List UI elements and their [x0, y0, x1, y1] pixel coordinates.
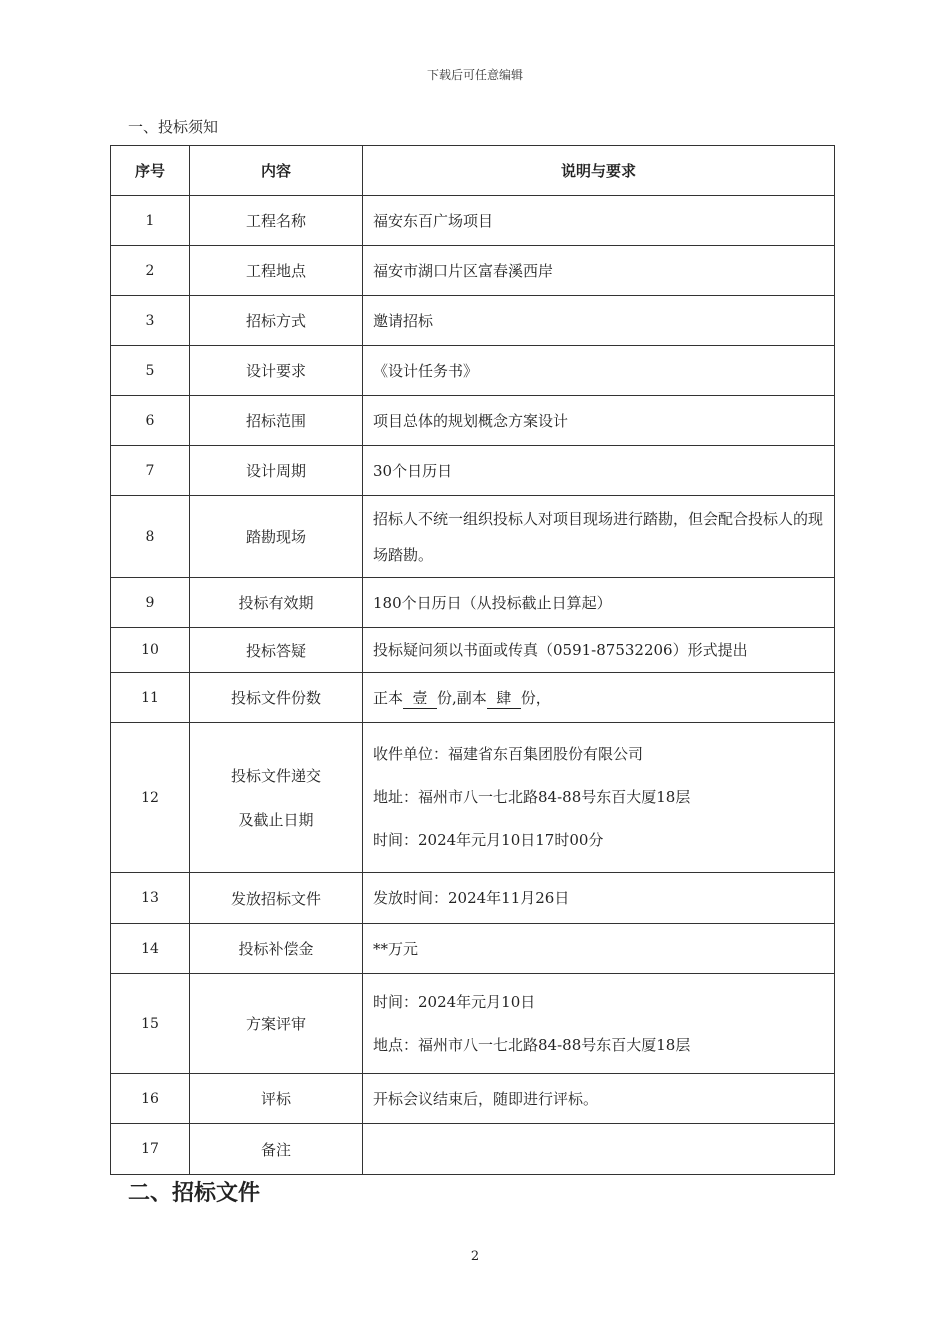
row-desc: 邀请招标: [363, 296, 835, 346]
table-row: [111, 628, 835, 673]
row-item: 设计周期: [190, 446, 363, 496]
row-desc: [363, 1124, 835, 1175]
table-row: [111, 578, 835, 628]
section-title-bidding-notice: 一、投标须知: [128, 118, 219, 136]
row-no: 15: [111, 974, 190, 1074]
page-number: 2: [470, 1249, 480, 1264]
row-desc: 项目总体的规划概念方案设计: [363, 396, 835, 446]
row-desc: 《设计任务书》: [363, 346, 835, 396]
copies-suffix: 份，: [520, 688, 551, 707]
row-no: 17: [111, 1124, 190, 1175]
row-no: 9: [111, 578, 190, 628]
copies-prefix: 正本: [373, 688, 404, 707]
row-item: 备注: [190, 1124, 363, 1175]
table-row: [111, 396, 835, 446]
row-desc-line: 时间：2024年元月10日17时00分: [373, 831, 604, 849]
table-row: [111, 196, 835, 246]
header-desc: 说明与要求: [363, 146, 835, 196]
row-item: 投标答疑: [190, 628, 363, 673]
row-desc: 开标会议结束后，随即进行评标。: [363, 1074, 835, 1124]
row-no: 5: [111, 346, 190, 396]
table-row: [111, 446, 835, 496]
row-desc: 福安市湖口片区富春溪西岸: [363, 246, 835, 296]
row-item-line: 及截止日期: [238, 810, 314, 829]
table-row: [111, 924, 835, 974]
header-item: 内容: [190, 146, 363, 196]
table-row: [111, 496, 835, 578]
row-no: 6: [111, 396, 190, 446]
row-no: 1: [111, 196, 190, 246]
row-desc: [363, 673, 835, 723]
row-no: 7: [111, 446, 190, 496]
table-row: [111, 974, 835, 1074]
row-item: [190, 723, 363, 873]
row-item: 评标: [190, 1074, 363, 1124]
row-desc-line: 地点：福州市八一七北路84-88号东百大厦18层: [373, 1035, 691, 1054]
row-no: 11: [111, 673, 190, 723]
row-desc: 发放时间：2024年11月26日: [363, 873, 835, 924]
section-title-bidding-documents: 二、招标文件: [128, 1180, 261, 1206]
row-no: 12: [111, 723, 190, 873]
row-item: 方案评审: [190, 974, 363, 1074]
row-item: 投标补偿金: [190, 924, 363, 974]
row-no: 8: [111, 496, 190, 578]
row-desc: **万元: [363, 924, 835, 974]
row-item: 招标范围: [190, 396, 363, 446]
bidding-notice-table: [110, 145, 835, 1175]
row-item: 踏勘现场: [190, 496, 363, 578]
row-item: 投标文件份数: [190, 673, 363, 723]
table-header-row: [111, 146, 835, 196]
table-row: [111, 296, 835, 346]
row-item: 工程地点: [190, 246, 363, 296]
row-item: 发放招标文件: [190, 873, 363, 924]
row-desc: [363, 974, 835, 1074]
row-desc: 180个日历日（从投标截止日算起）: [363, 578, 835, 628]
row-item: 工程名称: [190, 196, 363, 246]
row-item: 设计要求: [190, 346, 363, 396]
row-desc-line: 时间：2024年元月10日: [373, 992, 536, 1011]
copies-mid: 份,副本: [437, 688, 487, 707]
row-item-line: 投标文件递交: [230, 766, 321, 785]
header-no: 序号: [111, 146, 190, 196]
row-no: 3: [111, 296, 190, 346]
row-desc: 30个日历日: [363, 446, 835, 496]
page-header-note: 下载后可任意编辑: [426, 68, 523, 82]
row-desc-line: 地址：福州市八一七北路84-88号东百大厦18层: [373, 788, 691, 806]
row-desc: 投标疑问须以书面或传真（0591-87532206）形式提出: [363, 628, 835, 673]
row-item: 招标方式: [190, 296, 363, 346]
row-desc-line: 收件单位：福建省东百集团股份有限公司: [373, 745, 644, 763]
row-item: 投标有效期: [190, 578, 363, 628]
copy-count: 肆: [487, 688, 521, 709]
row-no: 10: [111, 628, 190, 673]
row-desc: 福安东百广场项目: [363, 196, 835, 246]
table-row: [111, 346, 835, 396]
table-row: [111, 873, 835, 924]
table-row: [111, 1074, 835, 1124]
row-no: 13: [111, 873, 190, 924]
row-no: 2: [111, 246, 190, 296]
row-no: 16: [111, 1074, 190, 1124]
table-row: [111, 246, 835, 296]
original-count: 壹: [403, 688, 437, 709]
table-row: [111, 723, 835, 873]
table-row: [111, 1124, 835, 1175]
row-desc: 招标人不统一组织投标人对项目现场进行踏勘，但会配合投标人的现场踏勘。: [363, 496, 835, 578]
row-desc: [363, 723, 835, 873]
row-no: 14: [111, 924, 190, 974]
table-row: [111, 673, 835, 723]
